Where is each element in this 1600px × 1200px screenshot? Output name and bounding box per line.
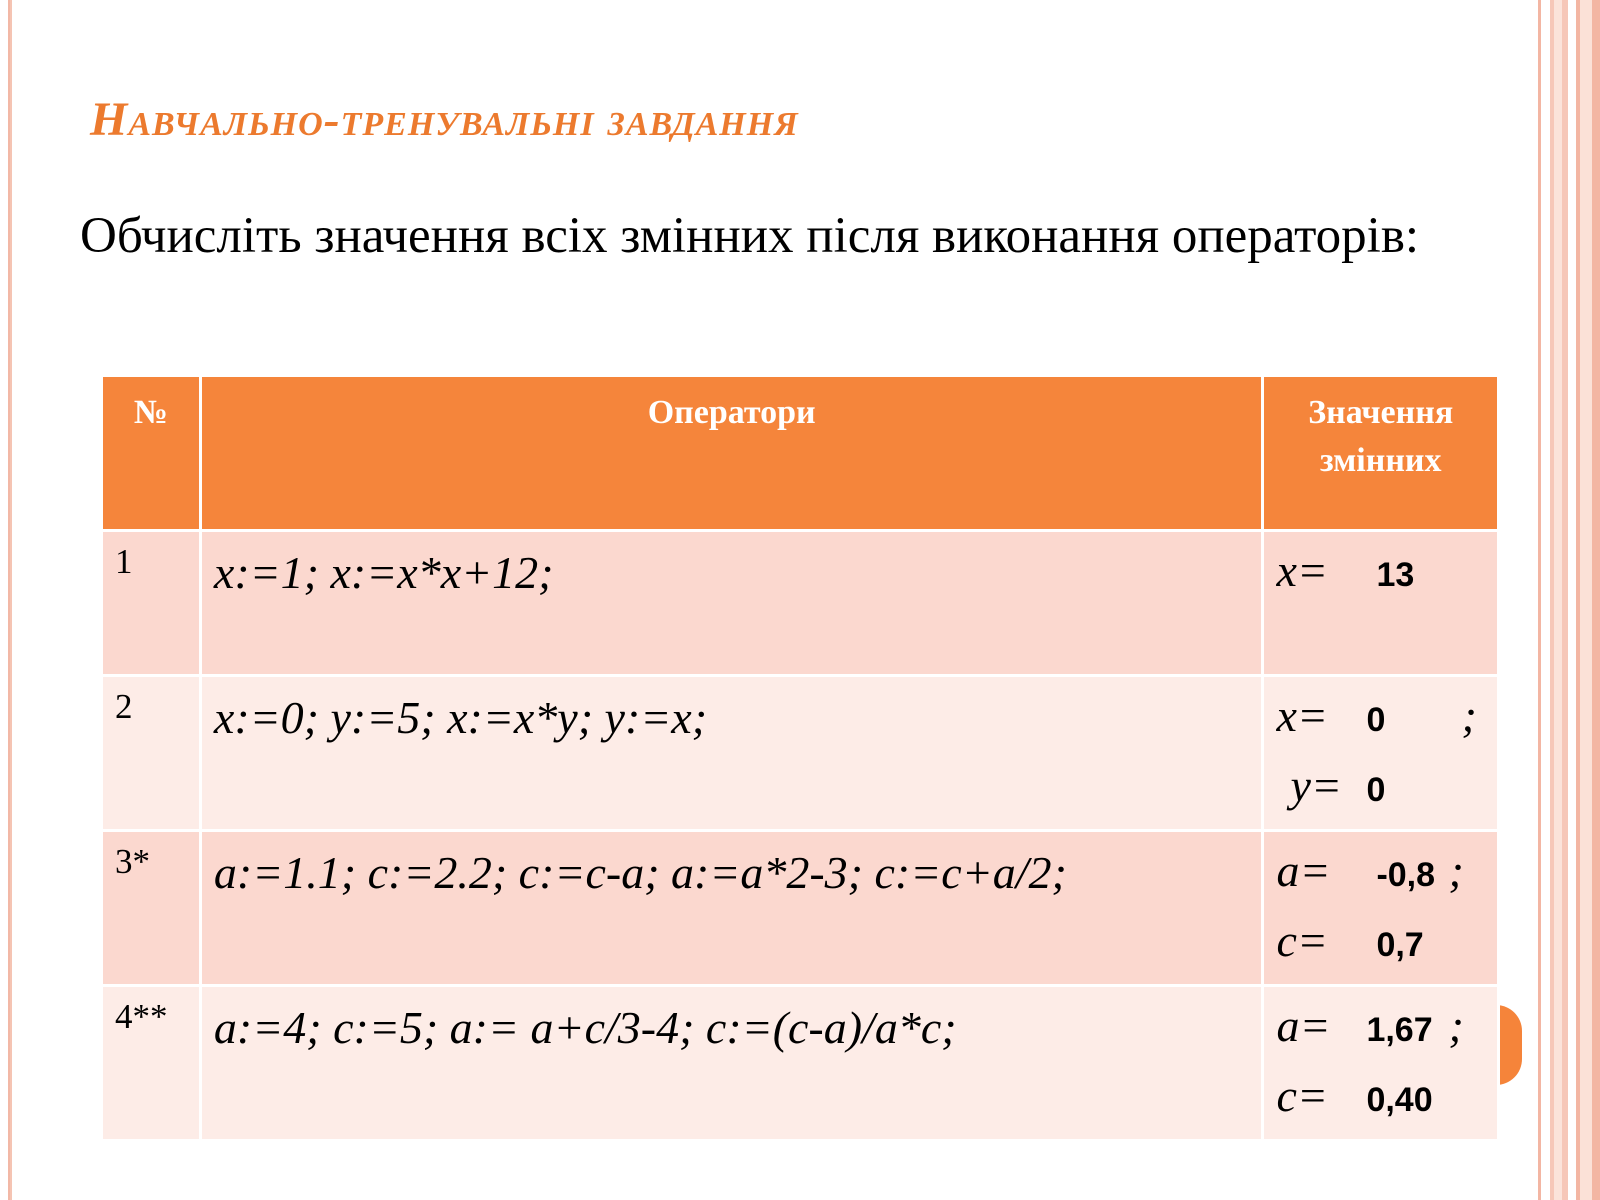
- value-line: [1276, 544, 1497, 614]
- table-row: [102, 986, 1499, 1141]
- variable-answer: 0,7: [1376, 926, 1424, 964]
- variable-name: x=: [1276, 545, 1328, 596]
- variable-name: x=: [1276, 690, 1328, 741]
- row-number: 3*: [102, 831, 201, 986]
- slide-right-border: [1532, 0, 1600, 1200]
- variable-name: a=: [1276, 845, 1331, 896]
- slide-title: Навчально-тренувальні завдання: [90, 93, 799, 146]
- table-row: [102, 531, 1499, 676]
- row-values: [1263, 531, 1499, 676]
- slide-left-border-inner: [10, 0, 12, 1200]
- operators-table: [100, 374, 1500, 1142]
- table-row: [102, 676, 1499, 831]
- row-operators: x:=0; y:=5; x:=x*y; y:=x;: [200, 676, 1263, 831]
- row-values: [1263, 676, 1499, 831]
- semicolon: ;: [1448, 1000, 1464, 1051]
- header-operators: Оператори: [200, 376, 1263, 531]
- variable-answer: 0: [1366, 701, 1386, 739]
- value-line: [1276, 914, 1497, 984]
- row-operators: a:=4; c:=5; a:= a+c/3-4; c:=(c-a)/a*c;: [200, 986, 1263, 1141]
- table-header-row: [102, 376, 1499, 531]
- value-line: [1276, 759, 1497, 829]
- variable-answer: -0,8: [1376, 856, 1436, 894]
- value-line: [1276, 844, 1497, 914]
- semicolon: ;: [1461, 690, 1477, 741]
- variable-name: y=: [1290, 760, 1342, 811]
- value-line: [1276, 999, 1497, 1069]
- value-line: [1276, 1069, 1497, 1139]
- variable-name: c=: [1276, 1070, 1328, 1121]
- variable-name: a=: [1276, 1000, 1331, 1051]
- row-values: [1263, 831, 1499, 986]
- variable-answer: 0: [1366, 771, 1386, 809]
- variable-answer: 13: [1376, 556, 1415, 594]
- task-prompt: Обчисліть значення всіх змінних після виконання операторів:: [80, 208, 1420, 264]
- row-number: 2: [102, 676, 201, 831]
- header-number: №: [102, 376, 201, 531]
- variable-answer: 1,67: [1366, 1011, 1433, 1049]
- variable-name: c=: [1276, 915, 1328, 966]
- row-number: 4**: [102, 986, 201, 1141]
- row-operators: x:=1; x:=x*x+12;: [200, 531, 1263, 676]
- row-values: [1263, 986, 1499, 1141]
- row-operators: a:=1.1; c:=2.2; c:=c-a; a:=a*2-3; c:=c+a/2;: [200, 831, 1263, 986]
- variable-answer: 0,40: [1366, 1081, 1433, 1119]
- table-row: [102, 831, 1499, 986]
- header-values: Значення змінних: [1263, 376, 1499, 531]
- row-number: 1: [102, 531, 201, 676]
- semicolon: ;: [1448, 845, 1464, 896]
- value-line: [1276, 689, 1497, 759]
